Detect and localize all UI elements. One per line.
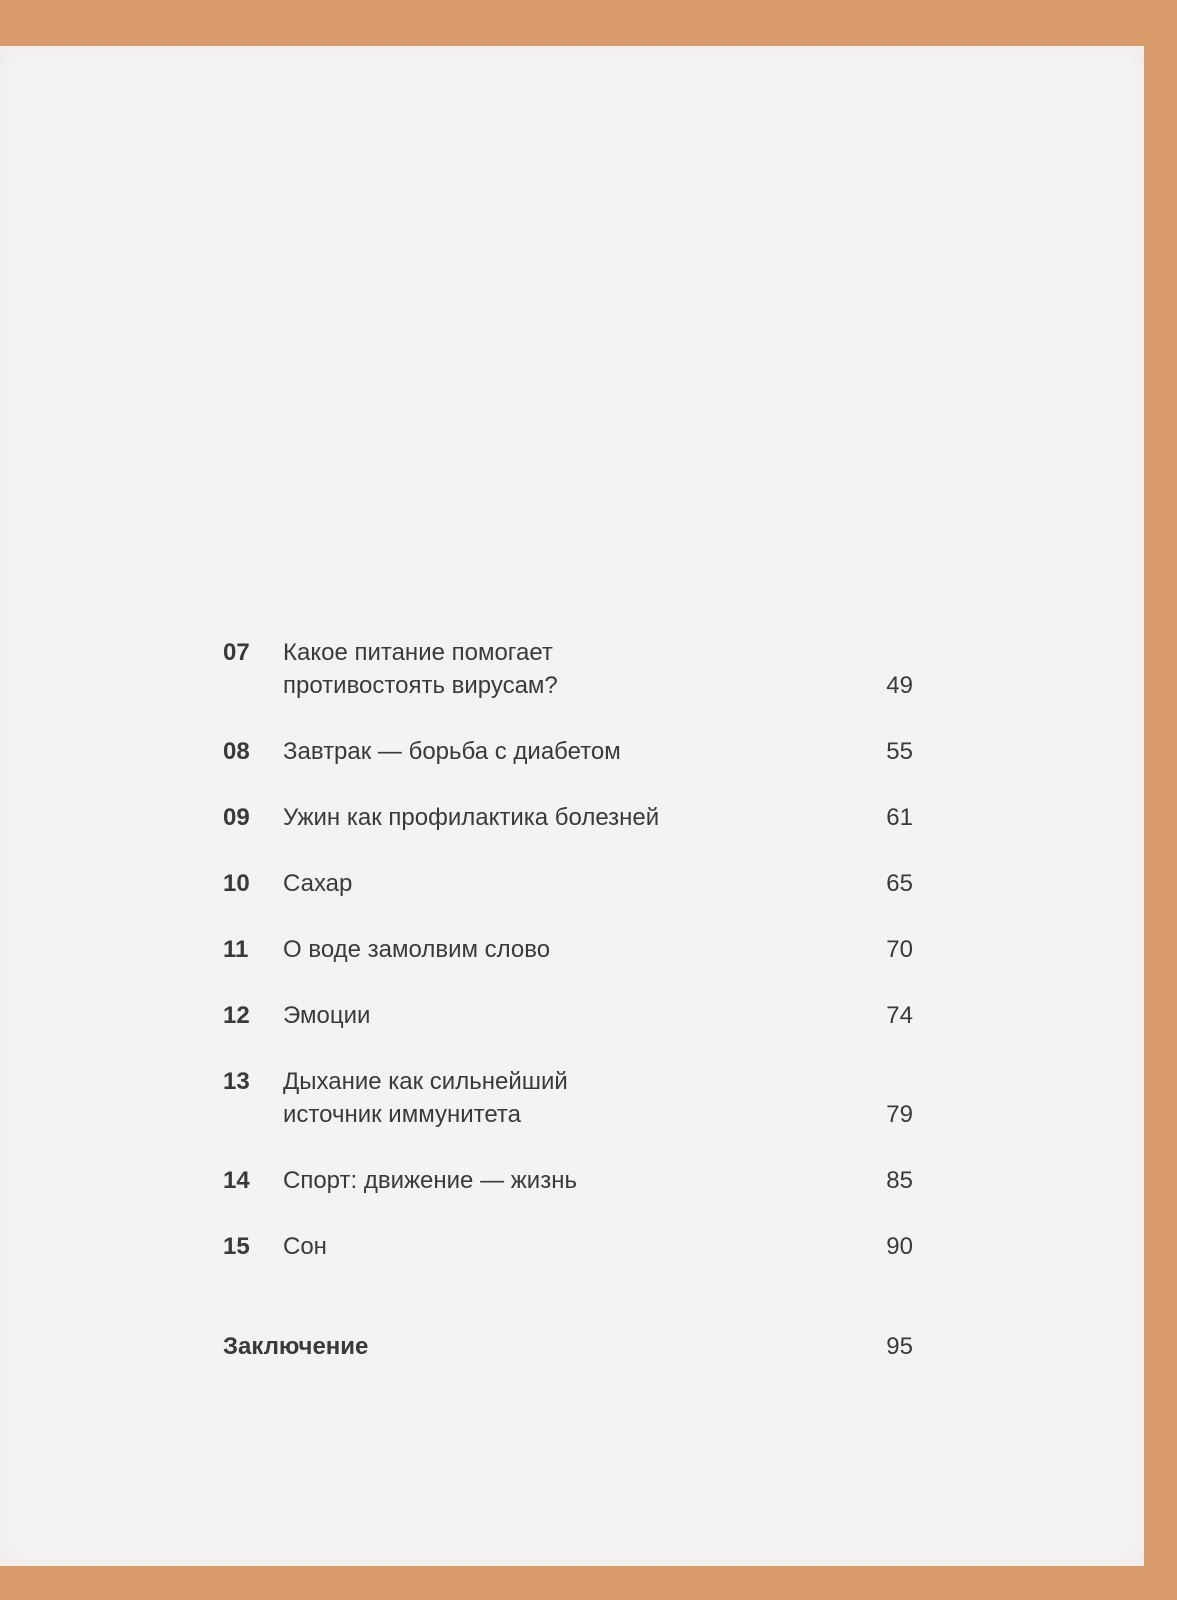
chapter-title: Сахар — [283, 870, 353, 897]
toc-entry-15[interactable] — [223, 1230, 913, 1263]
conclusion-title: Заключение — [223, 1333, 369, 1360]
chapter-number: 11 — [223, 936, 249, 963]
chapter-number: 07 — [223, 639, 250, 666]
chapter-number: 12 — [223, 1002, 250, 1029]
page-number: 90 — [886, 1233, 913, 1260]
table-of-contents — [223, 636, 913, 1396]
page-number: 79 — [886, 1101, 913, 1128]
chapter-number: 14 — [223, 1167, 250, 1194]
chapter-title: О воде замолвим слово — [283, 936, 551, 963]
toc-entry-09[interactable] — [223, 801, 913, 834]
page-number: 74 — [886, 1002, 913, 1029]
book-page — [0, 46, 1144, 1566]
chapter-title: Ужин как профилактика болезней — [283, 804, 660, 831]
page-number: 70 — [886, 936, 913, 963]
toc-entry-07[interactable] — [223, 636, 913, 702]
toc-entry-08[interactable] — [223, 735, 913, 768]
toc-entry-10[interactable] — [223, 867, 913, 900]
toc-entry-11[interactable] — [223, 933, 913, 966]
chapter-number: 09 — [223, 804, 250, 831]
page-number: 49 — [886, 672, 913, 699]
toc-entry-14[interactable] — [223, 1164, 913, 1197]
chapter-title: Сон — [283, 1233, 327, 1260]
page-number: 61 — [886, 804, 913, 831]
toc-entry-13[interactable] — [223, 1065, 913, 1131]
chapter-title: Завтрак — борьба с диабетом — [283, 738, 621, 765]
chapter-number: 13 — [223, 1068, 250, 1095]
chapter-title: Спорт: движение — жизнь — [283, 1167, 577, 1194]
chapter-number: 10 — [223, 870, 250, 897]
chapter-number: 08 — [223, 738, 250, 765]
chapter-title: Эмоции — [283, 1002, 371, 1029]
toc-entry-12[interactable] — [223, 999, 913, 1032]
toc-entry-conclusion[interactable] — [223, 1330, 913, 1363]
page-number: 95 — [886, 1333, 913, 1360]
chapter-title: Дыхание как сильнейший источник иммунитета — [283, 1068, 568, 1128]
page-number: 55 — [886, 738, 913, 765]
chapter-title: Какое питание помогает противостоять вирусам? — [283, 639, 558, 699]
page-number: 85 — [886, 1167, 913, 1194]
page-number: 65 — [886, 870, 913, 897]
chapter-number: 15 — [223, 1233, 250, 1260]
